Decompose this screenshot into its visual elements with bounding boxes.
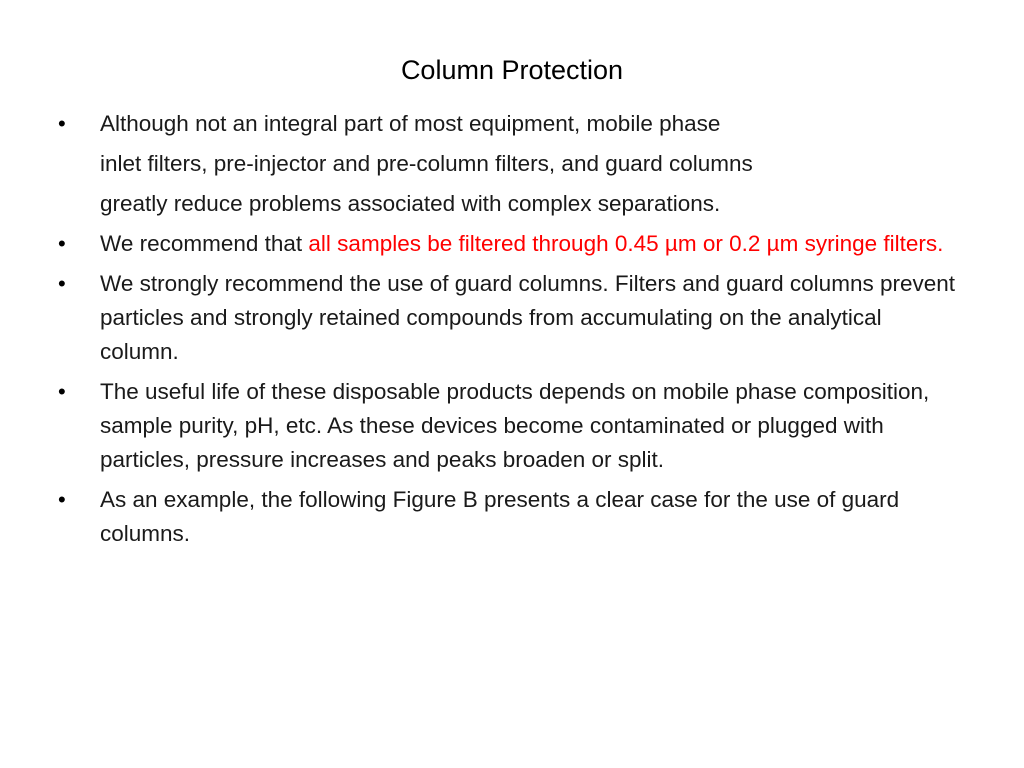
bullet-marker: • [58, 487, 66, 512]
bullet-line: Although not an integral part of most equipment, mobile phase [100, 111, 721, 136]
bullet-text: The useful life of these disposable products depends on mobile phase composition, sample purity, pH, etc. As these devices become contaminated or plugged with particles, pressure increases and peaks broaden or split. [100, 379, 930, 472]
bullet-text: We strongly recommend the use of guard columns. Filters and guard columns prevent particles and strongly retained compounds from accumulating on the analytical column. [100, 271, 955, 364]
bullet-line: greatly reduce problems associated with complex separations. [100, 191, 721, 216]
bullet-text: As an example, the following Figure B presents a clear case for the use of guard columns. [100, 487, 900, 546]
bullet-item-useful-life [58, 375, 958, 477]
bullet-item-inlet-filters [58, 104, 958, 224]
bullet-marker: • [58, 271, 66, 296]
bullet-marker: • [58, 379, 66, 404]
highlighted-recommendation: all samples be filtered through 0.45 µm or 0.2 µm syringe filters. [308, 231, 944, 256]
bullet-marker: • [58, 111, 66, 136]
bullet-line: inlet filters, pre-injector and pre-column filters, and guard columns [100, 151, 753, 176]
bullet-item-guard-columns [58, 267, 958, 369]
bullet-list [58, 104, 958, 551]
bullet-marker: • [58, 231, 66, 256]
bullet-item-figure-example [58, 483, 958, 551]
bullet-text: We recommend that [100, 231, 309, 256]
bullet-item-filter-samples [58, 227, 958, 261]
slide-title: Column Protection [400, 55, 624, 85]
